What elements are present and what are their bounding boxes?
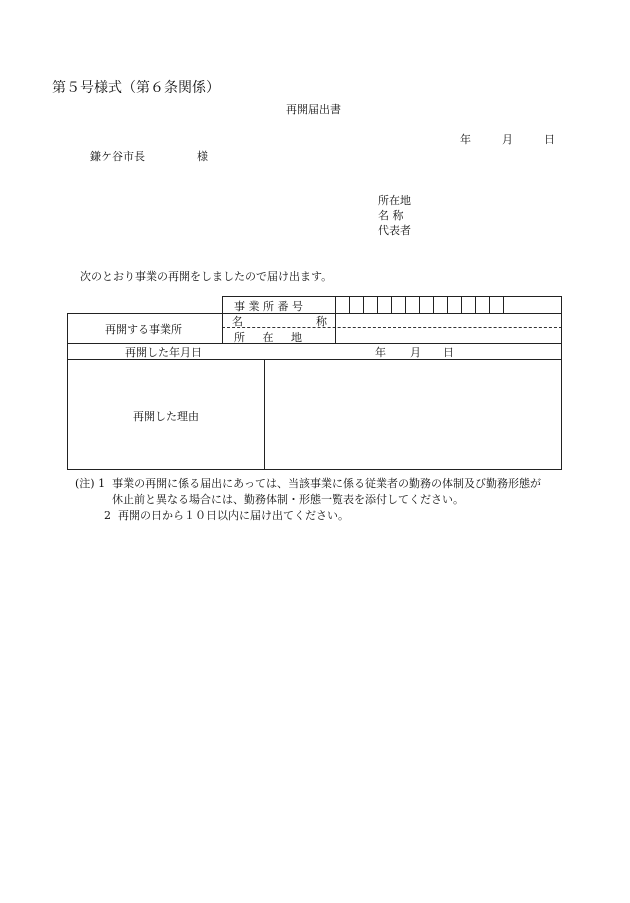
applicant-representative-label: 代表者	[378, 224, 411, 237]
table-line	[67, 469, 562, 470]
notes	[75, 476, 541, 524]
applicant-block	[378, 193, 411, 238]
note-1-line1: 事業の再開に係る届出にあっては、当該事業に係る従業者の勤務の体制及び勤務形態が	[112, 477, 541, 490]
office-number-box-divider	[405, 296, 406, 313]
document-title: 再開届出書	[286, 103, 341, 116]
table-line	[67, 313, 68, 470]
note-1-continuation: 休止前と異なる場合には、勤務体制・形態一覧表を添付してください。	[112, 493, 464, 506]
reopen-date-year-label: 年	[375, 346, 386, 359]
office-location-label: 所 在 地	[234, 331, 302, 344]
office-number-box-divider	[363, 296, 364, 313]
addressee-honorific: 様	[197, 150, 208, 163]
reopen-date-label: 再開した年月日	[125, 346, 202, 359]
reopen-reason-label: 再開した理由	[133, 410, 199, 423]
office-number-box-divider	[349, 296, 350, 313]
office-number-box-divider	[447, 296, 448, 313]
form-number: 第５号様式（第６条関係）	[52, 80, 220, 96]
office-number-label: 事 業 所 番 号	[234, 300, 303, 313]
reopen-date-day-label: 日	[443, 346, 454, 359]
date-day-label: 日	[544, 133, 555, 146]
table-line	[67, 313, 562, 314]
submission-date	[460, 131, 555, 147]
applicant-address-label: 所在地	[378, 194, 411, 207]
office-number-box-divider	[377, 296, 378, 313]
office-name-label-right: 称	[316, 315, 327, 328]
note-2	[75, 508, 541, 524]
applicant-name-label: 名 称	[378, 209, 404, 222]
office-number-box-divider	[489, 296, 490, 313]
notes-prefix: (注)	[75, 477, 95, 490]
note-2-line1: 再開の日から１０日以内に届け出てください。	[118, 509, 349, 522]
table-line	[222, 296, 223, 344]
office-name-label-left: 名	[232, 315, 243, 328]
reopen-date-month-label: 月	[410, 346, 421, 359]
office-number-box-divider	[461, 296, 462, 313]
addressee-name: 鎌ケ谷市長	[90, 150, 145, 163]
reopening-form-table	[67, 296, 562, 470]
office-number-box-divider	[433, 296, 434, 313]
office-number-box-divider	[419, 296, 420, 313]
table-line	[222, 296, 562, 297]
intro-text: 次のとおり事業の再開をしましたので届け出ます。	[80, 270, 333, 283]
date-year-label: 年	[460, 133, 471, 146]
date-month-label: 月	[502, 133, 513, 146]
reopen-date-value	[375, 344, 454, 360]
office-number-box-divider	[475, 296, 476, 313]
note-2-number: 2	[104, 509, 111, 522]
table-line	[264, 359, 265, 470]
office-number-box-divider	[503, 296, 504, 313]
table-dashed-line	[222, 327, 562, 328]
office-number-box-divider	[391, 296, 392, 313]
office-section-label: 再開する事業所	[105, 323, 182, 336]
note-1	[75, 476, 541, 492]
table-line	[335, 296, 336, 344]
note-1-number: 1	[98, 477, 106, 490]
table-line	[561, 296, 562, 470]
addressee	[90, 148, 208, 164]
